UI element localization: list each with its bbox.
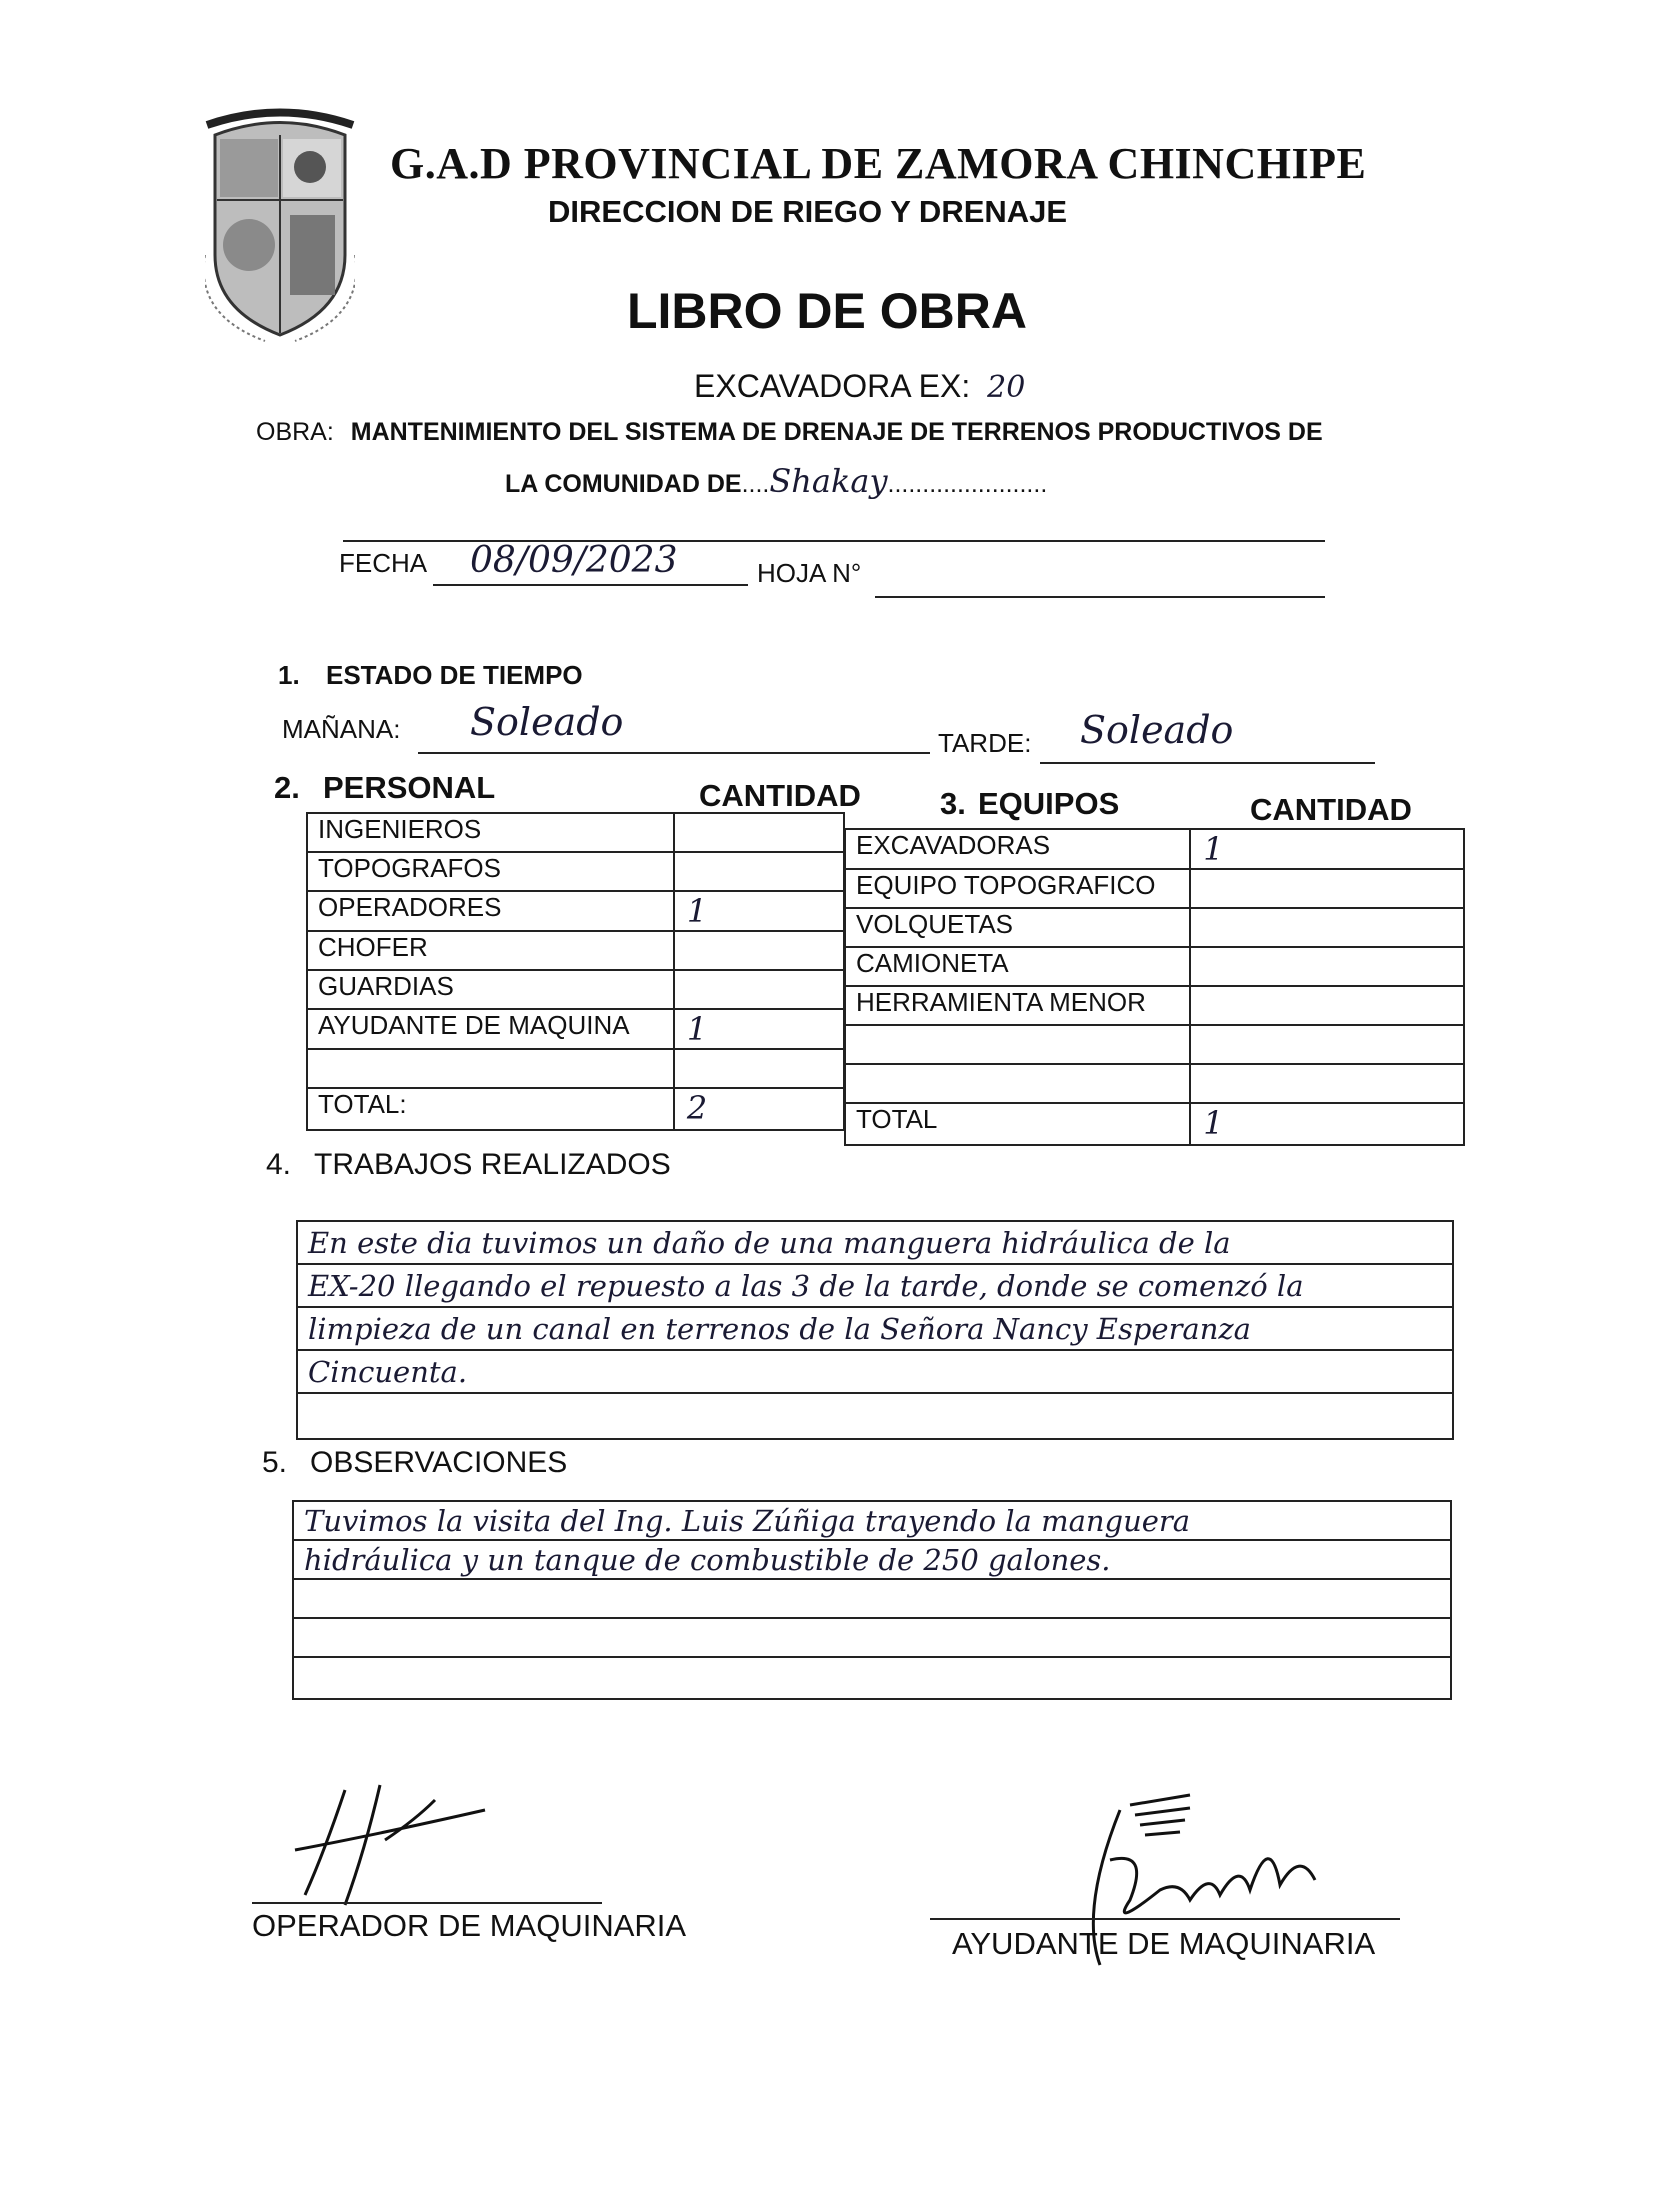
comunidad-trail: ....................... (887, 470, 1048, 498)
trabajos-line: EX-20 llegando el repuesto a las 3 de la tarde, donde se comenzó la (298, 1265, 1452, 1308)
personal-item-label: CHOFER (307, 931, 674, 970)
observaciones-line (294, 1619, 1450, 1658)
trabajos-line: limpieza de un canal en terrenos de la Señora Nancy Esperanza (298, 1308, 1452, 1351)
hoja-label: HOJA N° (757, 558, 862, 588)
obra-line-1 (256, 418, 1323, 447)
equipos-item-quantity[interactable] (1190, 947, 1464, 986)
excavadora-value[interactable]: 20 (987, 370, 1026, 405)
personal-item-quantity[interactable]: 1 (674, 1009, 844, 1049)
personal-item-quantity[interactable] (674, 813, 844, 852)
ayudante-label: AYUDANTE DE MAQUINARIA (952, 1926, 1376, 1961)
equipos-item-quantity[interactable]: 1 (1190, 829, 1464, 869)
trabajos-line: En este dia tuvimos un daño de una manguera hidráulica de la (298, 1222, 1452, 1265)
personal-item-quantity[interactable] (674, 1049, 844, 1088)
personal-item-quantity[interactable] (674, 970, 844, 1009)
personal-heading-number: 2. (274, 770, 300, 805)
equipos-row (845, 829, 1464, 869)
personal-row (307, 1049, 844, 1088)
equipos-row (845, 908, 1464, 947)
observaciones-line: hidráulica y un tanque de combustible de 250 galones. (294, 1541, 1450, 1580)
equipos-row (845, 947, 1464, 986)
equipos-row (845, 1025, 1464, 1064)
comunidad-dots: .... (741, 470, 770, 498)
personal-item-label: OPERADORES (307, 891, 674, 931)
equipos-item-quantity[interactable] (1190, 1064, 1464, 1103)
operador-label: OPERADOR DE MAQUINARIA (252, 1908, 687, 1943)
tarde-value[interactable]: Soleado (1080, 708, 1234, 752)
personal-item-quantity[interactable]: 1 (674, 891, 844, 931)
tarde-underline (1040, 762, 1375, 764)
excavadora-line (694, 368, 1025, 405)
personal-heading: PERSONAL (323, 770, 496, 805)
personal-total-row (307, 1088, 844, 1130)
trabajos-heading: TRABAJOS REALIZADOS (314, 1148, 671, 1181)
department-name: DIRECCION DE RIEGO Y DRENAJE (548, 194, 1068, 229)
trabajos-line: Cincuenta. (298, 1351, 1452, 1394)
comunidad-label: LA COMUNIDAD DE (505, 470, 742, 498)
fecha-underline (433, 584, 748, 586)
personal-row (307, 891, 844, 931)
obra-description: MANTENIMIENTO DEL SISTEMA DE DRENAJE DE TERRENOS PRODUCTIVOS DE (350, 418, 1323, 446)
equipos-item-label: EQUIPO TOPOGRAFICO (845, 869, 1190, 908)
observaciones-line: Tuvimos la visita del Ing. Luis Zúñiga trayendo la manguera (294, 1502, 1450, 1541)
observaciones-heading: OBSERVACIONES (310, 1446, 568, 1479)
fecha-value[interactable]: 08/09/2023 (470, 540, 678, 581)
manana-value[interactable]: Soleado (470, 700, 624, 744)
equipos-item-quantity[interactable] (1190, 1025, 1464, 1064)
document-title: LIBRO DE OBRA (627, 283, 1027, 339)
manana-label: MAÑANA: (282, 714, 401, 744)
equipos-heading: EQUIPOS (978, 786, 1120, 821)
obra-line-2 (505, 462, 1047, 500)
equipos-item-quantity[interactable] (1190, 908, 1464, 947)
organization-name: G.A.D PROVINCIAL DE ZAMORA CHINCHIPE (390, 139, 1367, 188)
excavadora-label: EXCAVADORA EX: (694, 368, 971, 404)
personal-item-label: GUARDIAS (307, 970, 674, 1009)
personal-row (307, 970, 844, 1009)
observaciones-heading-number: 5. (262, 1446, 288, 1479)
tiempo-heading: ESTADO DE TIEMPO (326, 660, 583, 690)
personal-row (307, 813, 844, 852)
observaciones-box[interactable] (292, 1500, 1452, 1700)
equipos-row (845, 869, 1464, 908)
trabajos-box[interactable] (296, 1220, 1454, 1440)
equipos-cantidad-header: CANTIDAD (1250, 792, 1412, 827)
personal-table (306, 812, 845, 1131)
equipos-item-label (845, 1064, 1190, 1103)
equipos-heading-number: 3. (940, 786, 966, 821)
equipos-item-label: VOLQUETAS (845, 908, 1190, 947)
equipos-item-quantity[interactable] (1190, 986, 1464, 1025)
personal-row (307, 931, 844, 970)
personal-total-label: TOTAL: (307, 1088, 674, 1130)
obra-label: OBRA: (256, 418, 334, 446)
equipos-total-value[interactable]: 1 (1190, 1103, 1464, 1145)
tarde-label: TARDE: (938, 728, 1032, 758)
fecha-label: FECHA (339, 548, 428, 578)
observaciones-line (294, 1580, 1450, 1619)
personal-item-quantity[interactable] (674, 852, 844, 891)
equipos-item-label (845, 1025, 1190, 1064)
equipos-item-label: CAMIONETA (845, 947, 1190, 986)
ayudante-signature-line (930, 1918, 1400, 1920)
manana-underline (418, 752, 930, 754)
trabajos-line (298, 1394, 1452, 1437)
hoja-underline (875, 596, 1325, 598)
personal-row (307, 852, 844, 891)
equipos-row (845, 1064, 1464, 1103)
equipos-item-quantity[interactable] (1190, 869, 1464, 908)
personal-cantidad-header: CANTIDAD (699, 778, 861, 813)
observaciones-line (294, 1658, 1450, 1697)
operador-signature-line (252, 1902, 602, 1904)
personal-item-label: TOPOGRAFOS (307, 852, 674, 891)
comunidad-value[interactable]: Shakay (769, 462, 888, 500)
personal-item-quantity[interactable] (674, 931, 844, 970)
equipos-total-row (845, 1103, 1464, 1145)
personal-total-value[interactable]: 2 (674, 1088, 844, 1130)
equipos-item-label: EXCAVADORAS (845, 829, 1190, 869)
tiempo-heading-number: 1. (278, 660, 300, 690)
personal-item-label: INGENIEROS (307, 813, 674, 852)
operador-signature (285, 1780, 505, 1910)
equipos-total-label: TOTAL (845, 1103, 1190, 1145)
provincial-crest-logo (205, 105, 355, 345)
personal-row (307, 1009, 844, 1049)
personal-item-label (307, 1049, 674, 1088)
equipos-item-label: HERRAMIENTA MENOR (845, 986, 1190, 1025)
trabajos-heading-number: 4. (266, 1148, 292, 1181)
equipos-row (845, 986, 1464, 1025)
personal-item-label: AYUDANTE DE MAQUINA (307, 1009, 674, 1049)
equipos-table (844, 828, 1465, 1146)
